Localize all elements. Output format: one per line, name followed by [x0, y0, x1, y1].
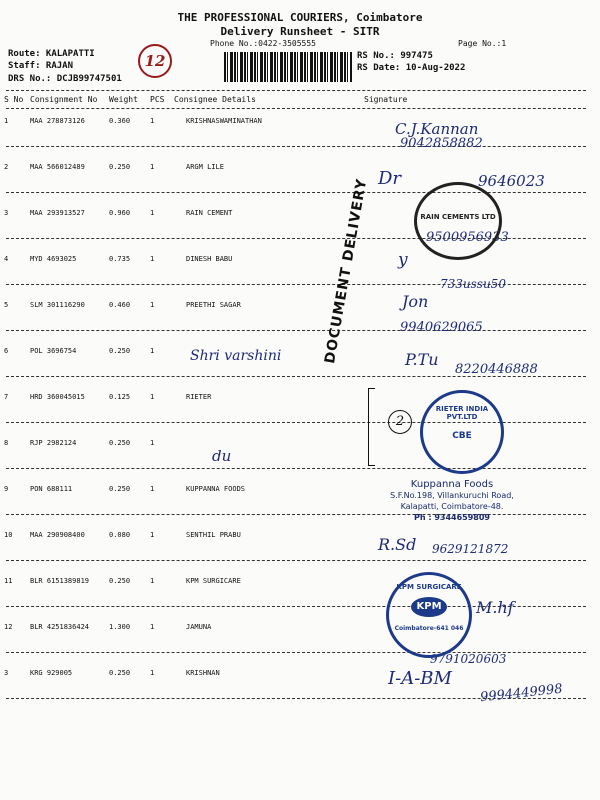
row-separator — [6, 146, 586, 147]
row-weight: 0.250 — [109, 347, 131, 355]
row-consignee: DINESH BABU — [186, 255, 233, 263]
col-header-sno: S No — [4, 95, 24, 104]
kpm-logo: KPM — [411, 597, 447, 617]
row-pcs: 1 — [150, 393, 155, 401]
row-weight: 0.960 — [109, 209, 131, 217]
kuppanna-stamp-name: Kuppanna Foods — [410, 479, 494, 490]
row-pcs: 1 — [150, 623, 155, 631]
handwritten-bracket — [368, 388, 375, 466]
row-consignee: KPM SURGICARE — [186, 577, 241, 585]
row-consignee: KUPPANNA FOODS — [186, 485, 246, 493]
circled-two-annotation: 2 — [388, 410, 412, 434]
row-sno: 5 — [4, 301, 9, 309]
row-pcs: 1 — [150, 209, 155, 217]
row-consignment-no: HRD 360045015 — [30, 393, 85, 401]
kuppanna-stamp-address-2: Kalapatti, Coimbatore-48. — [400, 502, 504, 511]
rain-cements-seal-text: RAIN CEMENTS LTD — [420, 213, 496, 221]
kpm-surgicare-seal — [386, 572, 472, 658]
row-sno: 3 — [4, 669, 9, 677]
row-weight: 0.360 — [109, 117, 131, 125]
row-weight: 0.250 — [109, 577, 131, 585]
row-consignment-no: MYD 4693025 — [30, 255, 77, 263]
handwritten-phone: 9500956933 — [426, 230, 509, 245]
row-sno: 3 — [4, 209, 9, 217]
row-pcs: 1 — [150, 531, 155, 539]
row-consignment-no: RJP 2982124 — [30, 439, 77, 447]
handwritten-phone: 9629121872 — [432, 542, 509, 556]
row-sno: 9 — [4, 485, 9, 493]
rs-number: RS No.: 997475 — [357, 51, 433, 61]
row-separator — [6, 560, 586, 561]
rieter-seal-text: RIETER INDIA PVT.LTD — [435, 405, 489, 421]
row-pcs: 1 — [150, 301, 155, 309]
rs-date: RS Date: 10-Aug-2022 — [357, 63, 466, 73]
row-consignee: PREETHI SAGAR — [186, 301, 241, 309]
barcode — [224, 52, 352, 82]
row-weight: 0.250 — [109, 439, 131, 447]
row-consignee: SENTHIL PRABU — [186, 531, 241, 539]
row-pcs: 1 — [150, 163, 155, 171]
rain-cements-seal — [414, 182, 502, 260]
kuppanna-foods-stamp — [382, 479, 522, 523]
handwritten-phone: 9042858882 — [400, 136, 483, 151]
row-pcs: 1 — [150, 439, 155, 447]
handwritten-consignee: Shri varshini — [190, 348, 282, 364]
handwritten-phone: 9940629065 — [400, 320, 483, 335]
row-consignment-no: MAA 566012489 — [30, 163, 85, 171]
staff-label: Staff: RAJAN — [8, 61, 74, 71]
rieter-india-seal — [420, 390, 504, 474]
runsheet-company-title: THE PROFESSIONAL COURIERS, Coimbatore — [177, 11, 423, 24]
kpm-seal-top-text: KPM SURGICARE — [396, 583, 462, 591]
row-weight: 0.250 — [109, 163, 131, 171]
row-separator — [6, 192, 586, 193]
row-weight: 1.300 — [109, 623, 131, 631]
handwritten-consignee: du — [212, 447, 232, 465]
handwritten-phone: 733ussu50 — [440, 277, 506, 291]
company-phone: Phone No.:0422-3505555 — [210, 39, 316, 48]
row-consignment-no: MAA 278873126 — [30, 117, 85, 125]
row-pcs: 1 — [150, 347, 155, 355]
row-consignee: KRISHNAN — [186, 669, 220, 677]
row-consignee: RIETER — [186, 393, 212, 401]
row-pcs: 1 — [150, 255, 155, 263]
row-consignment-no: MAA 293913527 — [30, 209, 85, 217]
handwritten-signature: Jon — [402, 292, 429, 311]
row-consignment-no: KRG 929005 — [30, 669, 73, 677]
row-weight: 0.735 — [109, 255, 131, 263]
col-header-signature: Signature — [364, 95, 408, 104]
handwritten-signature: R.Sd — [378, 535, 417, 554]
row-sno: 12 — [4, 623, 13, 631]
page-number: Page No.:1 — [458, 39, 507, 48]
row-sno: 1 — [4, 117, 9, 125]
row-weight: 0.250 — [109, 485, 131, 493]
col-header-consignment: Consignment No — [30, 95, 98, 104]
header-top-rule — [6, 90, 586, 91]
handwritten-signature: M.hf — [476, 598, 514, 617]
handwritten-phone: 9646023 — [478, 172, 545, 190]
rieter-seal-city: CBE — [452, 431, 472, 441]
row-separator — [6, 468, 586, 469]
circled-count-annotation: 12 — [138, 44, 172, 78]
row-sno: 8 — [4, 439, 9, 447]
row-consignment-no: BLR 6151389819 — [30, 577, 90, 585]
row-pcs: 1 — [150, 485, 155, 493]
row-pcs: 1 — [150, 117, 155, 125]
handwritten-signature: P.Tu — [405, 350, 439, 369]
row-sno: 7 — [4, 393, 9, 401]
row-pcs: 1 — [150, 669, 155, 677]
handwritten-signature: I-A-BM — [388, 668, 452, 689]
row-consignee: JAMUNA — [186, 623, 212, 631]
row-consignment-no: BLR 4251836424 — [30, 623, 90, 631]
col-header-pcs: PCS — [150, 95, 165, 104]
row-consignment-no: SLM 301116290 — [30, 301, 85, 309]
row-pcs: 1 — [150, 577, 155, 585]
row-consignment-no: POL 3696754 — [30, 347, 77, 355]
row-sno: 2 — [4, 163, 9, 171]
row-weight: 0.250 — [109, 669, 131, 677]
runsheet-subtitle: Delivery Runsheet - SITR — [220, 25, 380, 38]
row-consignment-no: MAA 290908400 — [30, 531, 85, 539]
row-sno: 11 — [4, 577, 13, 585]
drs-number: DRS No.: DCJB99747501 — [8, 74, 122, 84]
kpm-seal-bottom-text: Coimbatore-641 046 — [394, 625, 464, 632]
col-header-consignee: Consignee Details — [174, 95, 256, 104]
row-separator — [6, 330, 586, 331]
header-bottom-rule — [6, 108, 586, 109]
col-header-weight: Weight — [109, 95, 138, 104]
kuppanna-stamp-phone: Ph : 9344659809 — [414, 513, 490, 522]
handwritten-signature: C.J.Kannan — [395, 120, 479, 138]
document-delivery-stamp: DOCUMENT DELIVERY — [322, 177, 371, 365]
handwritten-phone: 8220446888 — [455, 362, 538, 377]
row-consignee: RAIN CEMENT — [186, 209, 233, 217]
kuppanna-stamp-address-1: S.F.No.198, Villankuruchi Road, — [390, 491, 514, 500]
row-weight: 0.080 — [109, 531, 131, 539]
row-weight: 0.460 — [109, 301, 131, 309]
handwritten-signature: y — [398, 250, 408, 270]
row-consignee: KRISHNASWAMINATHAN — [186, 117, 262, 125]
row-consignee: ARGM LILE — [186, 163, 224, 171]
row-weight: 0.125 — [109, 393, 131, 401]
row-sno: 6 — [4, 347, 9, 355]
row-consignment-no: PON 688111 — [30, 485, 73, 493]
row-sno: 4 — [4, 255, 9, 263]
row-sno: 10 — [4, 531, 13, 539]
handwritten-phone: 9994449998 — [479, 681, 564, 706]
handwritten-signature: Dr — [378, 168, 402, 189]
handwritten-phone: 9791020603 — [430, 652, 507, 666]
route-label: Route: KALAPATTI — [8, 49, 95, 59]
